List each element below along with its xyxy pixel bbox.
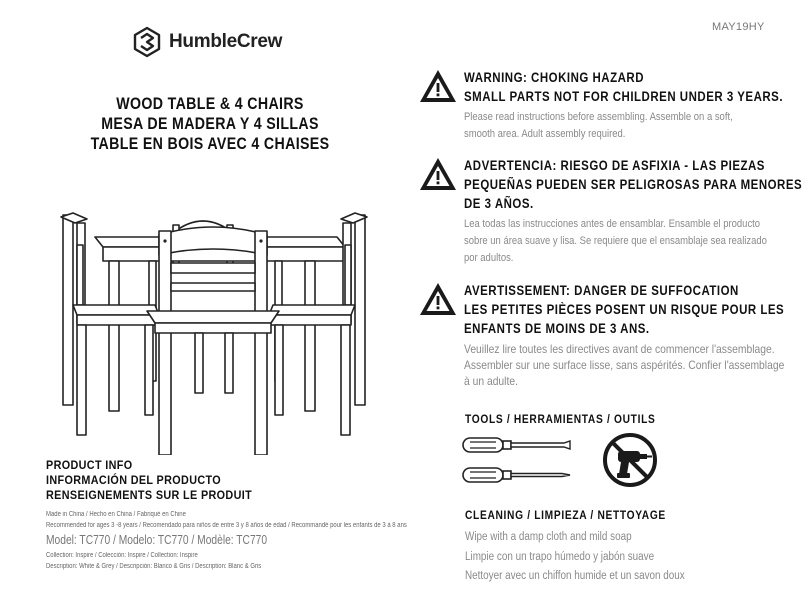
warning-es-body-2: sobre un área suave y lisa. Se requiere que el ensamblaje sea realizado [464, 235, 767, 247]
product-info-heading-es: INFORMACIÓN DEL PRODUCTO [46, 473, 222, 487]
humblecrew-logo-icon [133, 26, 161, 58]
warning-triangle-icon [418, 156, 458, 192]
cleaning-instructions [465, 528, 721, 587]
description: Description: White & Grey / Descripción: Blanco & Gris / Description: Blanc & Gris [46, 563, 262, 570]
warning-en [418, 68, 784, 143]
warning-es-body-3: por adultos. [464, 252, 514, 264]
warning-fr-head-1: AVERTISSEMENT: DANGER DE SUFFOCATION [464, 283, 739, 298]
warning-en-head-1: WARNING: CHOKING HAZARD [464, 70, 645, 85]
product-info [46, 458, 426, 572]
warning-fr [418, 281, 785, 389]
warning-es [418, 156, 803, 267]
title-en: WOOD TABLE & 4 CHAIRS [116, 95, 304, 113]
document-code: MAY19HY [712, 21, 765, 33]
table-and-chairs-illustration [55, 205, 375, 455]
warning-en-body-1: Please read instructions before assembling. Assemble on a soft, [464, 111, 733, 123]
brand-name: HumbleCrew [169, 31, 283, 52]
warning-fr-head-3: ENFANTS DE MOINS DE 3 ANS. [464, 321, 650, 336]
cleaning-line-fr: Nettoyer avec un chiffon humide et un savon doux [465, 570, 685, 582]
recommended-ages: Recommended for ages 3 -8 years / Recomendado para niños de entre 3 y 8 años de edad / Recommandé pour les enfants de 3 à 8 ans [46, 522, 407, 529]
model-number: Model: TC770 / Modelo: TC770 / Modèle: TC770 [46, 533, 268, 547]
warning-fr-body-1: Veuillez lire toutes les directives avant de commencer l'assemblage. [464, 342, 775, 356]
title-es: MESA DE MADERA Y 4 SILLAS [101, 115, 319, 133]
warning-es-body-1: Lea todas las instrucciones antes de ensamblar. Ensamble el producto [464, 218, 761, 230]
collection: Collection: Inspire / Colección: Inspire / Collection: Inspire [46, 552, 198, 559]
warning-en-body-2: smooth area. Adult assembly required. [464, 128, 626, 140]
warning-fr-body-2: Assembler sur une surface lisse, sans aspérités. Confier l'assemblage [464, 358, 785, 372]
warning-es-head-3: DE 3 AÑOS. [464, 196, 534, 211]
no-power-drill-icon [602, 432, 658, 488]
phillips-screwdriver-icon [462, 464, 574, 486]
warning-fr-body-3: à un adulte. [464, 374, 518, 388]
warning-fr-head-2: LES PETITES PIÈCES POSENT UN RISQUE POUR LES [464, 302, 785, 317]
warning-triangle-icon [418, 68, 458, 104]
product-title [60, 94, 360, 154]
made-in: Made in China / Hecho en China / Fabriqué en Chine [46, 511, 186, 518]
cleaning-line-en: Wipe with a damp cloth and mild soap [465, 531, 632, 543]
cleaning-heading: CLEANING / LIMPIEZA / NETTOYAGE [465, 508, 666, 522]
title-fr: TABLE EN BOIS AVEC 4 CHAISES [90, 135, 330, 153]
product-info-heading-en: PRODUCT INFO [46, 458, 133, 472]
product-info-heading-fr: RENSEIGNEMENTS SUR LE PRODUIT [46, 488, 253, 502]
warning-es-head-2: PEQUEÑAS PUEDEN SER PELIGROSAS PARA MENORES [464, 177, 803, 192]
tools-heading: TOOLS / HERRAMIENTAS / OUTILS [465, 412, 656, 426]
flat-screwdriver-icon [462, 434, 574, 456]
warning-en-head-2: SMALL PARTS NOT FOR CHILDREN UNDER 3 YEARS. [464, 89, 784, 104]
warning-es-head-1: ADVERTENCIA: RIESGO DE ASFIXIA - LAS PIEZAS [464, 158, 765, 173]
brand [133, 26, 282, 58]
warning-triangle-icon [418, 281, 458, 317]
cleaning-line-es: Limpie con un trapo húmedo y jabón suave [465, 550, 655, 563]
